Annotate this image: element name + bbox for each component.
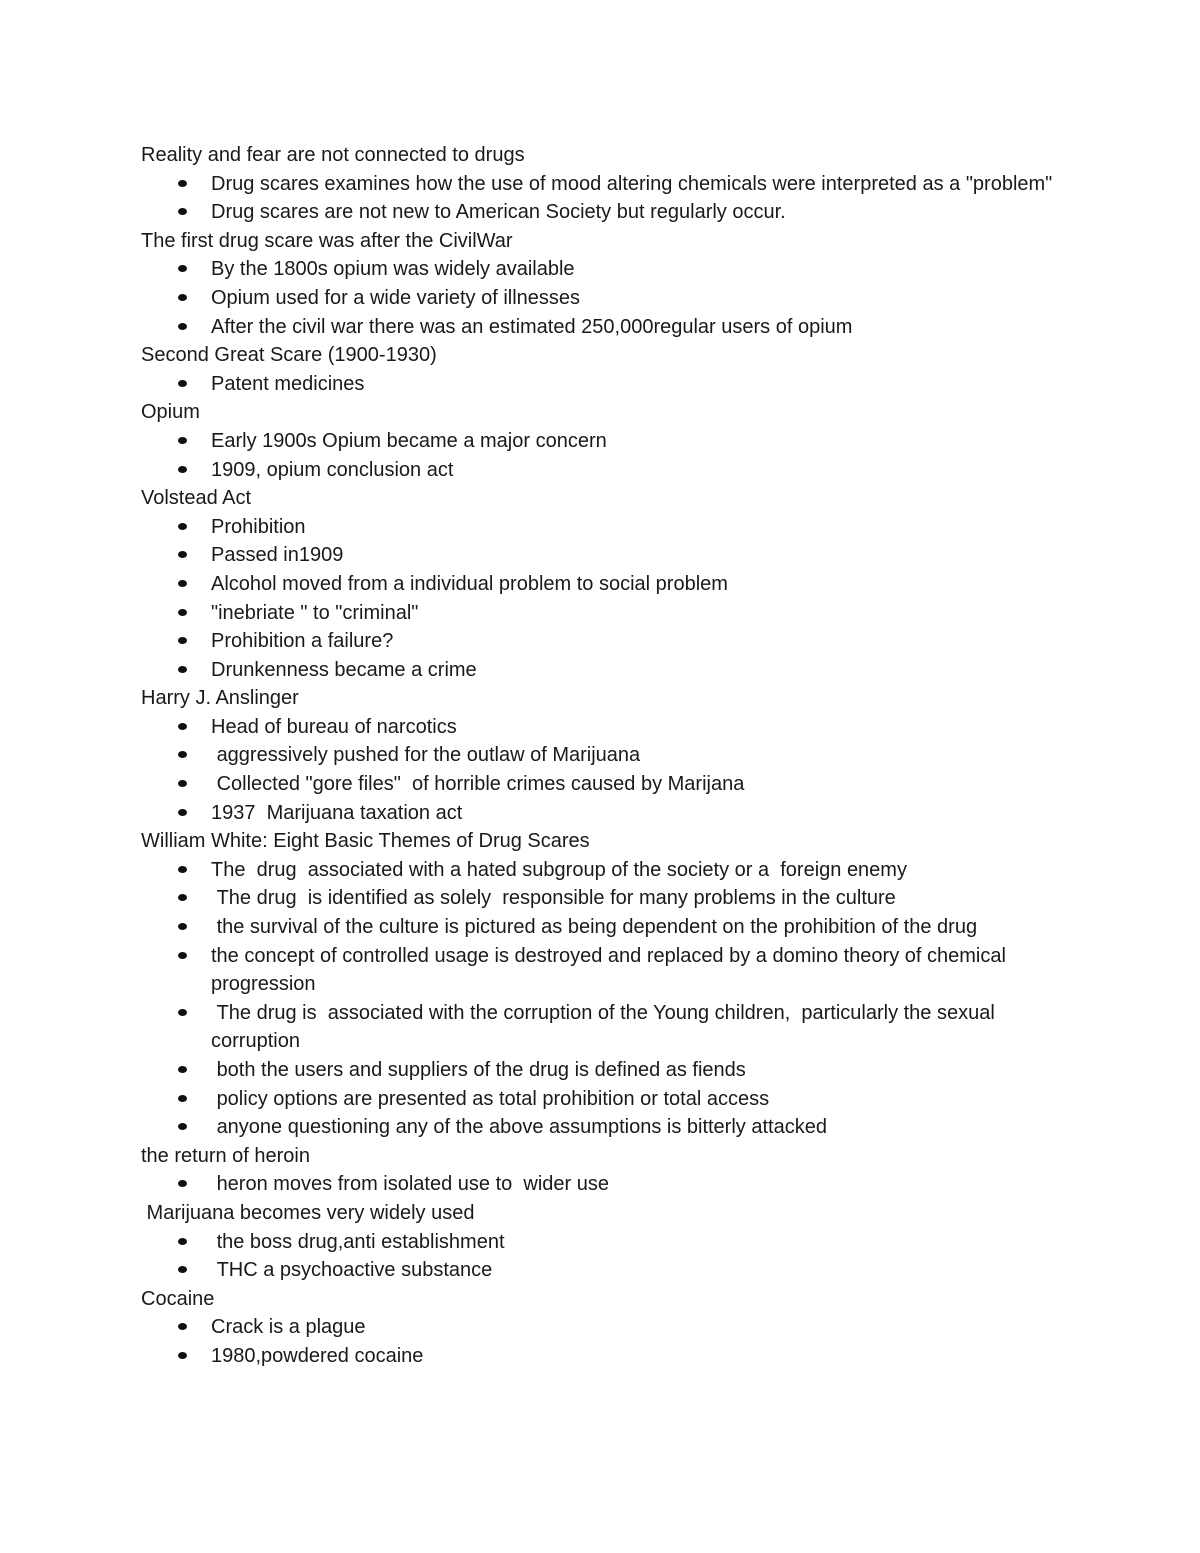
bullet-list (141, 856, 1071, 1142)
list-item-text: 1909, opium conclusion act (211, 458, 454, 481)
list-item (141, 1085, 1071, 1114)
section-heading: Volstead Act (141, 487, 252, 510)
list-item-text: Opium used for a wide variety of illnesses (211, 286, 581, 309)
bullet-icon (178, 751, 187, 758)
bullet-list (141, 170, 1071, 227)
list-item-text: Drunkenness became a crime (211, 658, 477, 681)
list-item-text: Alcohol moved from a individual problem to social problem (211, 572, 728, 595)
list-item-text: aggressively pushed for the outlaw of Marijuana (211, 744, 641, 767)
bullet-list (141, 513, 1071, 685)
bullet-icon (178, 1352, 187, 1359)
list-item (141, 1170, 1071, 1199)
list-item (141, 1228, 1071, 1257)
list-item-text: Prohibition a failure? (211, 630, 394, 653)
list-item-text: The drug is identified as solely responsible for many problems in the culture (211, 887, 896, 910)
bullet-icon (178, 466, 187, 473)
bullet-icon (178, 551, 187, 558)
list-item (141, 1342, 1071, 1371)
section-heading: Cocaine (141, 1287, 215, 1310)
list-item (141, 570, 1071, 599)
bullet-icon (178, 323, 187, 330)
list-item (141, 713, 1071, 742)
bullet-list (141, 1313, 1071, 1370)
list-item (141, 513, 1071, 542)
bullet-icon (178, 1009, 187, 1016)
bullet-list (141, 255, 1071, 341)
list-item (141, 884, 1071, 913)
bullet-icon (178, 723, 187, 730)
bullet-icon (178, 265, 187, 272)
bullet-icon (178, 1323, 187, 1330)
list-item-text: 1980,powdered cocaine (211, 1344, 424, 1367)
list-item (141, 456, 1071, 485)
bullet-icon (178, 609, 187, 616)
list-item-text: By the 1800s opium was widely available (211, 258, 575, 281)
bullet-list (141, 1228, 1071, 1285)
bullet-list (141, 427, 1071, 484)
list-item (141, 999, 1071, 1056)
list-item (141, 1056, 1071, 1085)
list-item-text: anyone questioning any of the above assumptions is bitterly attacked (211, 1116, 827, 1139)
list-item (141, 1113, 1071, 1142)
bullet-icon (178, 780, 187, 787)
list-item (141, 599, 1071, 628)
list-item (141, 427, 1071, 456)
section-heading: Harry J. Anslinger (141, 687, 299, 710)
list-item-text: the boss drug,anti establishment (211, 1230, 505, 1253)
bullet-icon (178, 380, 187, 387)
list-item-text: The drug associated with a hated subgroup of the society or a foreign enemy (211, 858, 907, 881)
list-item (141, 370, 1071, 399)
list-item (141, 627, 1071, 656)
list-item-text: heron moves from isolated use to wider use (211, 1173, 609, 1196)
list-item-text: Crack is a plague (211, 1316, 366, 1339)
list-item-text: "inebriate " to "criminal" (211, 601, 419, 624)
list-item (141, 856, 1071, 885)
section-heading: Reality and fear are not connected to drugs (141, 144, 525, 166)
bullet-icon (178, 580, 187, 587)
bullet-icon (178, 1123, 187, 1130)
list-item-text: THC a psychoactive substance (211, 1259, 493, 1282)
section-heading: Second Great Scare (1900-1930) (141, 344, 437, 367)
bullet-list (141, 1170, 1071, 1199)
list-item (141, 1313, 1071, 1342)
bullet-icon (178, 1066, 187, 1073)
bullet-icon (178, 637, 187, 644)
bullet-icon (178, 866, 187, 873)
list-item-text: Drug scares examines how the use of mood altering chemicals were interpreted as a "problem" (211, 172, 1053, 195)
list-item-text: Drug scares are not new to American Society but regularly occur. (211, 201, 786, 224)
bullet-icon (178, 180, 187, 187)
bullet-icon (178, 1095, 187, 1102)
list-item-text: Early 1900s Opium became a major concern (211, 429, 607, 452)
list-item (141, 541, 1071, 570)
list-item (141, 255, 1071, 284)
list-item (141, 770, 1071, 799)
list-item-text: Head of bureau of narcotics (211, 715, 457, 738)
bullet-icon (178, 894, 187, 901)
bullet-list (141, 370, 1071, 399)
list-item-text: Passed in1909 (211, 544, 344, 567)
section-heading: William White: Eight Basic Themes of Drug Scares (141, 830, 590, 853)
list-item-text: The drug is associated with the corruption of the Young children, particularly the sexual corruption (211, 1001, 1001, 1053)
list-item (141, 284, 1071, 313)
list-item-text: the survival of the culture is pictured as being dependent on the prohibition of the drug (211, 916, 978, 939)
bullet-icon (178, 294, 187, 301)
list-item-text: After the civil war there was an estimated 250,000regular users of opium (211, 315, 853, 338)
bullet-icon (178, 952, 187, 959)
list-item (141, 1256, 1071, 1285)
bullet-icon (178, 1238, 187, 1245)
bullet-icon (178, 1180, 187, 1187)
section-heading: the return of heroin (141, 1144, 310, 1167)
list-item-text: policy options are presented as total prohibition or total access (211, 1087, 770, 1110)
list-item (141, 942, 1071, 999)
list-item (141, 198, 1071, 227)
document-page (141, 141, 1071, 1371)
list-item-text: 1937 Marijuana taxation act (211, 801, 463, 824)
list-item (141, 656, 1071, 685)
bullet-icon (178, 523, 187, 530)
bullet-icon (178, 666, 187, 673)
list-item (141, 170, 1071, 199)
list-item (141, 913, 1071, 942)
list-item-text: Collected "gore files" of horrible crimes caused by Marijana (211, 773, 745, 796)
list-item-text: Patent medicines (211, 372, 365, 395)
list-item (141, 799, 1071, 828)
bullet-icon (178, 437, 187, 444)
section-heading: Marijuana becomes very widely used (141, 1201, 475, 1224)
list-item-text: the concept of controlled usage is destroyed and replaced by a domino theory of chemical progression (211, 944, 1012, 996)
bullet-icon (178, 1266, 187, 1273)
list-item (141, 313, 1071, 342)
list-item (141, 741, 1071, 770)
bullet-icon (178, 208, 187, 215)
list-item-text: Prohibition (211, 515, 306, 538)
bullet-icon (178, 809, 187, 816)
bullet-icon (178, 923, 187, 930)
bullet-list (141, 713, 1071, 827)
list-item-text: both the users and suppliers of the drug is defined as fiends (211, 1059, 746, 1081)
section-heading: The first drug scare was after the CivilWar (141, 229, 513, 252)
section-heading: Opium (141, 401, 200, 424)
